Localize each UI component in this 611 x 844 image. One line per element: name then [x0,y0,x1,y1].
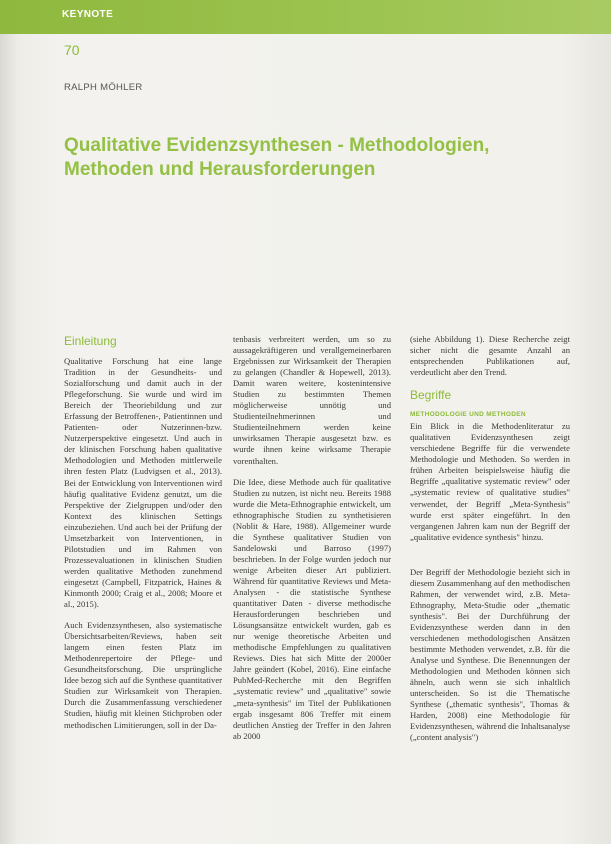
text-column-3 [410,334,570,753]
page-number: 70 [64,42,80,58]
section-heading-introduction: Einleitung [64,334,117,348]
paragraph: Auch Evidenzsynthesen, also systematische Übersichtsarbeiten/Reviews, haben seit langem einen festen Platz im Methodenrepertoire der Pflege- und Gesundheitsforschung. Die ursprüngliche Idee bezog sich auf die Synthese quantitativer Studien zur Wirksamkeit von Therapien. Durch die Zusammenfassung verschiedener Studien, häufig mit kleinen Stichproben oder methodischen Limitierungen, soll in der Da- [64,620,222,730]
text-column-1 [64,334,222,741]
paragraph: Der Begriff der Methodologie bezieht sich in diesem Zusammenhang auf den methodischen Rahmen, der verwendet wird, z.B. Meta-Ethnography, Meta-Studie oder „thematic synthesis". Bei der Durchführung der Evidenzsynthese werden dann in den verschiedenen methodologischen Ansätzen bestimmte Methoden verwendet, z.B. für die Analyse und Synthese. Die Benennungen der Methodologien und Methoden können sich ähneln, auch wenn sie sich inhaltlich unterscheiden. So ist die Thematische Synthese („thematic synthesis", Thomas & Harden, 2008) eine Methodologie für Evidenzsynthesen, während die Inhaltsanalyse („content analysis") [410,566,570,743]
section-heading-terms: Begriffe [410,388,452,403]
paragraph: (siehe Abbildung 1). Diese Recherche zeigt sicher nicht die gesamte Anzahl an entsprechenden Publikationen auf, verdeutlicht aber den Trend. [410,334,570,378]
paragraph: tenbasis verbreitert werden, um so zu aussagekräftigeren und verallgemeinerbaren Ergebnissen zur Wirksamkeit der Therapien zu gelangen (Chandler & Hopewell, 2013). Damit waren weitere, kostenintensive Studien zu bestimmten Themen möglicherweise unnötig und Studienteilnehmerinnen und Studienteilnehmern werden keine unwirksamen Therapie ausgesetzt bzw. es wurde ihnen keine wirksame Therapie vorenthalten. [233,334,391,466]
section-header-bar [0,0,611,34]
section-label: KEYNOTE [62,9,114,20]
paragraph: Die Idee, diese Methode auch für qualitative Studien zu nutzen, ist nicht neu. Bereits 1988 wurde die Meta-Ethnographie entwickelt, um ethnographische Studien zu synthetisieren (Noblit & Hare, 1988). Allgemeiner wurde die Synthese qualitativer Studien von Sandelowski und Barroso (1997) beschrieben. In der Folge wurden jedoch nur wenige Arbeiten dieser Art publiziert. Während für quantitative Reviews und Meta-Analysen - die statistische Synthese quantitativer Daten - diverse methodische Herausforderungen beschrieben und Lösungsansätze entwickelt wurden, gab es nur wenige theoretische Arbeiten und methodische Empfehlungen zu qualitativen Reviews. Dies hat sich Mitte der 2000er Jahre geändert (Kobel, 2016). Eine einfache PubMed-Recherche mit den Begriffen „systematic review" und „qualitative" sowie „meta-synthesis" im Titel der Publikationen ergab insgesamt 806 Treffer mit einem deutlichen Anstieg der Treffer in den Jahren ab 2000 [233,476,391,741]
text-column-2 [233,334,391,752]
paragraph: Ein Blick in die Methodenliteratur zu qualitativen Evidenzsynthesen zeigt verschiedene Begriffe für die verwendete Methodologie und Methoden. So werden in frühen Arbeiten beispielsweise häufig die Begriffe „qualitative systematic review" oder „systematic review of qualitative studies" verwendet, der Begriff „Meta-Synthesis" wurde erst später eingeführt. In den vergangenen Jahren kam nun der Begriff der „qualitative evidence synthesis" hinzu. [410,421,570,542]
subsection-heading: METHODOLOGIE UND METHODEN [410,411,526,419]
article-title: Qualitative Evidenzsynthesen - Methodologien, Methoden und Herausforderungen [64,135,490,180]
paragraph: Qualitative Forschung hat eine lange Tradition in der Gesundheits- und Sozialforschung und damit auch in der Pflegeforschung. Sie wurde und wird im Bereich der Theoriebildung und zur Erfassung der Betroffenen-, Patientinnen und Patienten- oder Nutzerinnen-bzw. Nutzerperspektive eingesetzt. Und auch in der klinischen Forschung haben qualitative Methodologien und Methoden mittlerweile ihren festen Platz (Ludvigsen et al., 2013). Bei der Entwicklung von Interventionen wird häufig qualitative Evidenz genutzt, um die Perspektive der Zielgruppen und/oder den Kontext des klinischen Settings einzubeziehen. Und auch bei der Prüfung der Umsetzbarkeit von Interventionen, in Pilotstudien und im Rahmen von Prozessevaluationen in klinischen Studien werden qualitative Methoden zunehmend eingesetzt (Campbell, Fitzpatrick, Haines & Kinmonth 2000; Craig et al., 2008; Moore et al., 2015). [64,356,222,610]
author-name: RALPH MÖHLER [64,82,143,93]
